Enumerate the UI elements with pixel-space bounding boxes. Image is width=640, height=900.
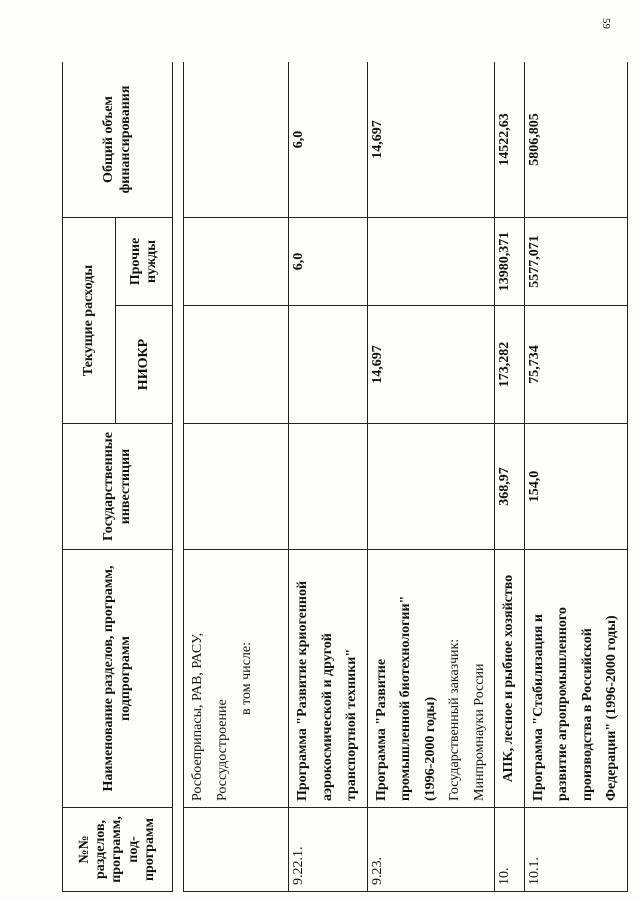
table-row <box>367 62 495 892</box>
row-niokr: 75,734 <box>524 306 627 424</box>
row-total: 5806,805 <box>524 62 627 217</box>
row-name-line: Государственный заказчик: <box>447 638 462 801</box>
row-niokr <box>184 306 289 424</box>
row-name-line: Минпромнауки России <box>471 663 487 801</box>
row-name-line: аэрокосмической и другой <box>319 633 335 801</box>
table-row <box>524 62 627 892</box>
row-investment <box>184 424 289 550</box>
row-total: 14522,63 <box>495 62 525 217</box>
row-number <box>184 808 289 892</box>
table-row <box>289 62 368 892</box>
row-number: 9.22.1. <box>289 808 368 892</box>
row-niokr: 14,697 <box>367 306 495 424</box>
header-current-expenses: Текущие расходы <box>63 217 116 423</box>
row-other-needs: 5577,071 <box>524 217 627 305</box>
row-name-line: Россудостроение <box>214 699 230 801</box>
header-state-investment: Государственные инвестиции <box>63 424 173 550</box>
row-total: 14,697 <box>367 62 495 217</box>
row-name-line: транспортной техники" <box>344 648 359 801</box>
header-total-financing: Общий объем финансирования <box>63 62 173 217</box>
row-niokr <box>289 306 368 424</box>
table-row <box>495 62 525 892</box>
row-name-line: промышленной биотехнологии" <box>398 595 413 801</box>
row-name-line: Программа "Развитие криогенной <box>295 580 310 801</box>
row-name-line: Программа "Развитие <box>373 658 389 801</box>
row-investment <box>367 424 495 550</box>
rotated-table-sheet <box>62 62 640 892</box>
row-name-line: развитие агропромышленного <box>555 607 570 801</box>
row-other-needs <box>367 217 495 305</box>
row-investment: 368,97 <box>495 424 525 550</box>
row-other-needs <box>184 217 289 305</box>
row-number: 9.23. <box>367 808 495 892</box>
row-other-needs: 13980,371 <box>495 217 525 305</box>
row-number: 10. <box>495 808 525 892</box>
row-name <box>495 550 525 808</box>
row-total <box>184 62 289 217</box>
table-row <box>184 62 289 892</box>
row-niokr: 173,282 <box>495 306 525 424</box>
header-other-needs: Прочие нужды <box>116 217 173 305</box>
row-name <box>367 550 495 808</box>
rotated-table-container <box>62 62 640 892</box>
row-name-line: (1996-2000 годы) <box>422 696 438 801</box>
row-name <box>289 550 368 808</box>
row-name-line: АПК, лесное и рыбное хозяйство <box>501 574 516 783</box>
header-program-name: Наименование разделов, программ, подпрограмм <box>63 550 173 808</box>
row-investment: 154,0 <box>524 424 627 550</box>
budget-table <box>62 62 628 892</box>
row-name-line: Программа "Стабилизация и <box>530 614 546 801</box>
page-number: 59 <box>600 18 612 29</box>
row-name-line: Росбоеприпасы, РАВ, РАСУ, <box>190 632 205 801</box>
row-name-line: Федерации" (1996-2000 годы) <box>604 615 619 801</box>
row-other-needs: 6,0 <box>289 217 368 305</box>
row-name <box>524 550 627 808</box>
row-name-line: в том числе: <box>239 642 254 715</box>
row-investment <box>289 424 368 550</box>
row-total: 6,0 <box>289 62 368 217</box>
row-name-line: производства в Российской <box>579 628 595 801</box>
header-section-number: №№ разделов, программ, под-программ <box>63 808 173 892</box>
row-number: 10.1. <box>524 808 627 892</box>
header-niokr: НИОКР <box>116 306 173 424</box>
row-name <box>184 550 289 808</box>
